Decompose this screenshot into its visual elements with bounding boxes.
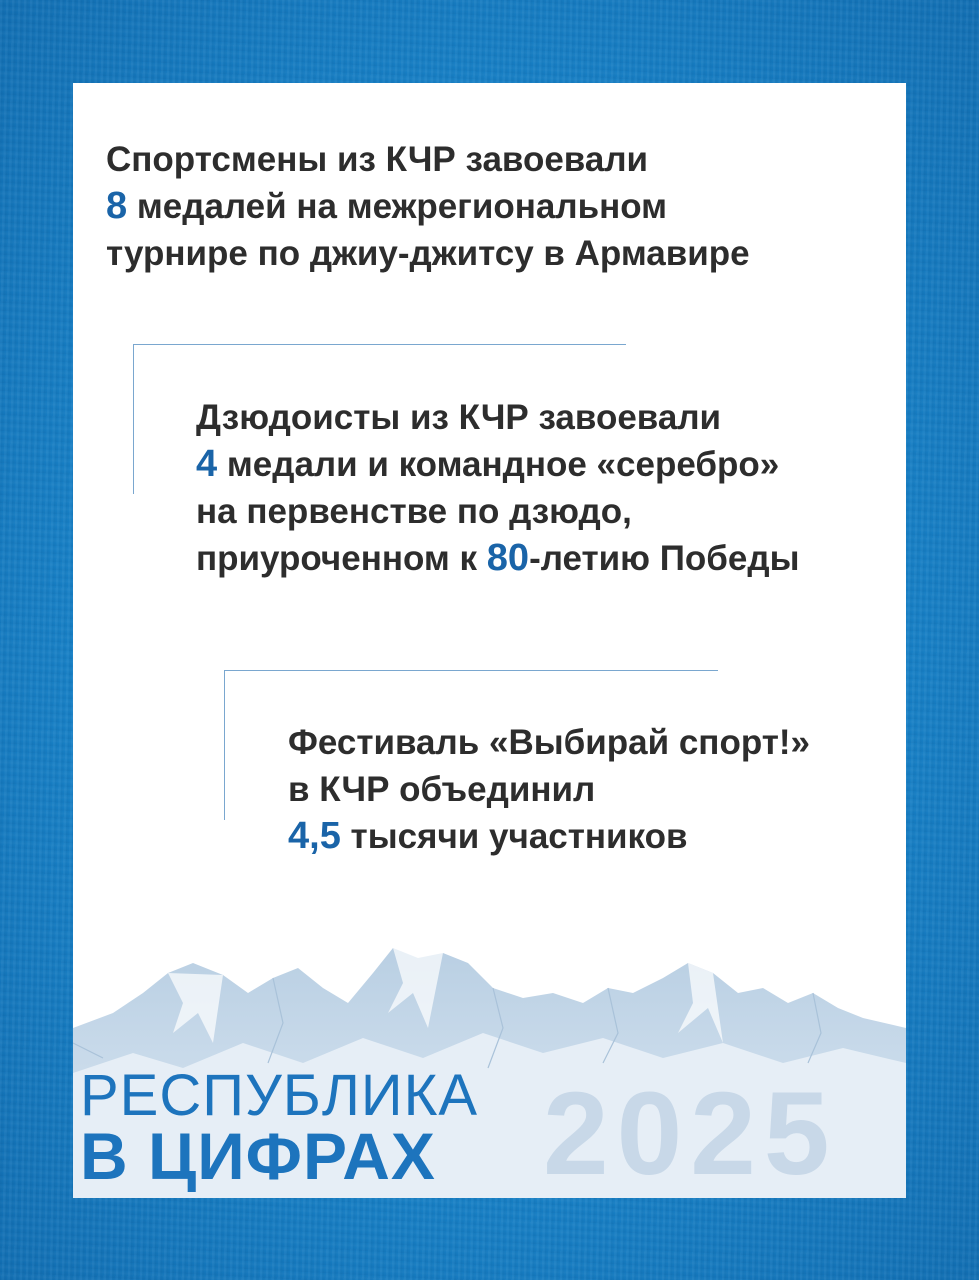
brand-title: РЕСПУБЛИКА (80, 1063, 479, 1128)
fact-text: на первенстве по дзюдо, (196, 492, 632, 531)
fact-line (106, 136, 750, 183)
fact-text: приуроченном к (196, 539, 487, 578)
fact-text: медали и командное «серебро» (217, 445, 780, 484)
fact-text: Фестиваль «Выбирай спорт!» (288, 723, 811, 762)
fact-line (288, 719, 810, 766)
highlight-number: 8 (106, 185, 128, 227)
fact-line (196, 488, 800, 535)
brand-logo (80, 1063, 479, 1193)
fact-text: Дзюдоисты из КЧР завоевали (196, 398, 722, 437)
fact-line (106, 183, 750, 230)
fact-line (196, 535, 800, 582)
fact-block-festival (288, 719, 810, 860)
fact-text: медалей на межрегиональном (127, 187, 668, 226)
fact-line (106, 230, 750, 277)
info-card (73, 83, 906, 1198)
fact-block-jiu-jitsu (106, 136, 750, 277)
fact-line (288, 766, 810, 813)
highlight-number: 4,5 (288, 815, 341, 857)
fact-text: турнире по джиу-джитсу в Армавире (106, 234, 750, 273)
brand-subtitle: В ЦИФРАХ (80, 1119, 436, 1193)
fact-line (288, 813, 810, 860)
fact-text: в КЧР объединил (288, 770, 596, 809)
fact-text: Спортсмены из КЧР завоевали (106, 140, 649, 179)
fact-block-judo (196, 394, 800, 582)
fact-line (196, 394, 800, 441)
highlight-number: 80 (486, 537, 530, 579)
year-watermark: 2025 (543, 1068, 838, 1198)
highlight-number: 4 (196, 443, 218, 485)
fact-text: -летию Победы (529, 539, 800, 578)
fact-text: тысячи участников (340, 817, 688, 856)
fact-line (196, 441, 800, 488)
